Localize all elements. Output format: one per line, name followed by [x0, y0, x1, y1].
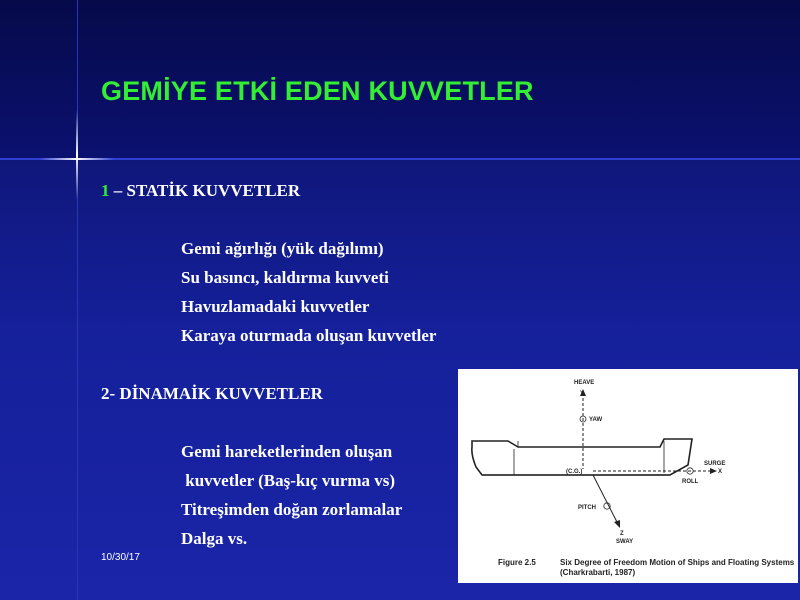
static-item: Karaya oturmada oluşan kuvvetler: [181, 326, 437, 345]
sway-axis: [593, 475, 618, 524]
surge-arrow: [710, 468, 717, 474]
static-item: Havuzlamadaki kuvvetler: [181, 297, 370, 316]
label-z: Z: [620, 531, 624, 537]
label-x: X: [718, 469, 723, 475]
static-item: Su basıncı, kaldırma kuvveti: [181, 268, 389, 287]
label-pitch: PITCH: [578, 505, 596, 511]
dynamic-item: Titreşimden doğan zorlamalar: [181, 500, 403, 519]
section-static-heading: [101, 181, 300, 201]
section-static-heading-text: – STATİK KUVVETLER: [109, 181, 301, 200]
static-item: Gemi ağırlığı (yük dağılımı): [181, 239, 384, 258]
ship-motion-diagram: [458, 369, 798, 583]
section-number: 1: [101, 181, 110, 200]
ship-motion-figure: [458, 369, 798, 583]
vertical-rule: [77, 0, 78, 600]
label-heave: HEAVE: [574, 380, 595, 386]
figure-caption: [560, 558, 794, 578]
horizontal-rule: [0, 158, 800, 160]
figure-number: Figure 2.5: [498, 558, 536, 567]
dynamic-item: kuvvetler (Baş-kıç vurma vs): [181, 471, 396, 490]
label-sway: SWAY: [616, 539, 634, 545]
dynamic-item: Dalga vs.: [181, 529, 248, 548]
label-cg: (C.G.): [566, 469, 583, 475]
figure-caption-line: Six Degree of Freedom Motion of Ships and Floating Systems: [560, 558, 795, 567]
figure-caption-line: (Charkrabarti, 1987): [560, 568, 636, 577]
slide-date: 10/30/17: [101, 552, 140, 563]
sway-arrow: [614, 520, 620, 528]
dynamic-item: Gemi hareketlerinden oluşan: [181, 442, 393, 461]
label-surge: SURGE: [704, 461, 726, 467]
sparkle-vertical: [76, 110, 78, 200]
section-dynamic-heading: 2- DİNAMAİK KUVVETLER: [101, 384, 323, 403]
label-yaw: YAW: [589, 417, 603, 423]
label-y: Y: [580, 391, 585, 397]
label-roll: ROLL: [682, 479, 699, 485]
slide-title: GEMİYE ETKİ EDEN KUVVETLER: [101, 76, 534, 106]
